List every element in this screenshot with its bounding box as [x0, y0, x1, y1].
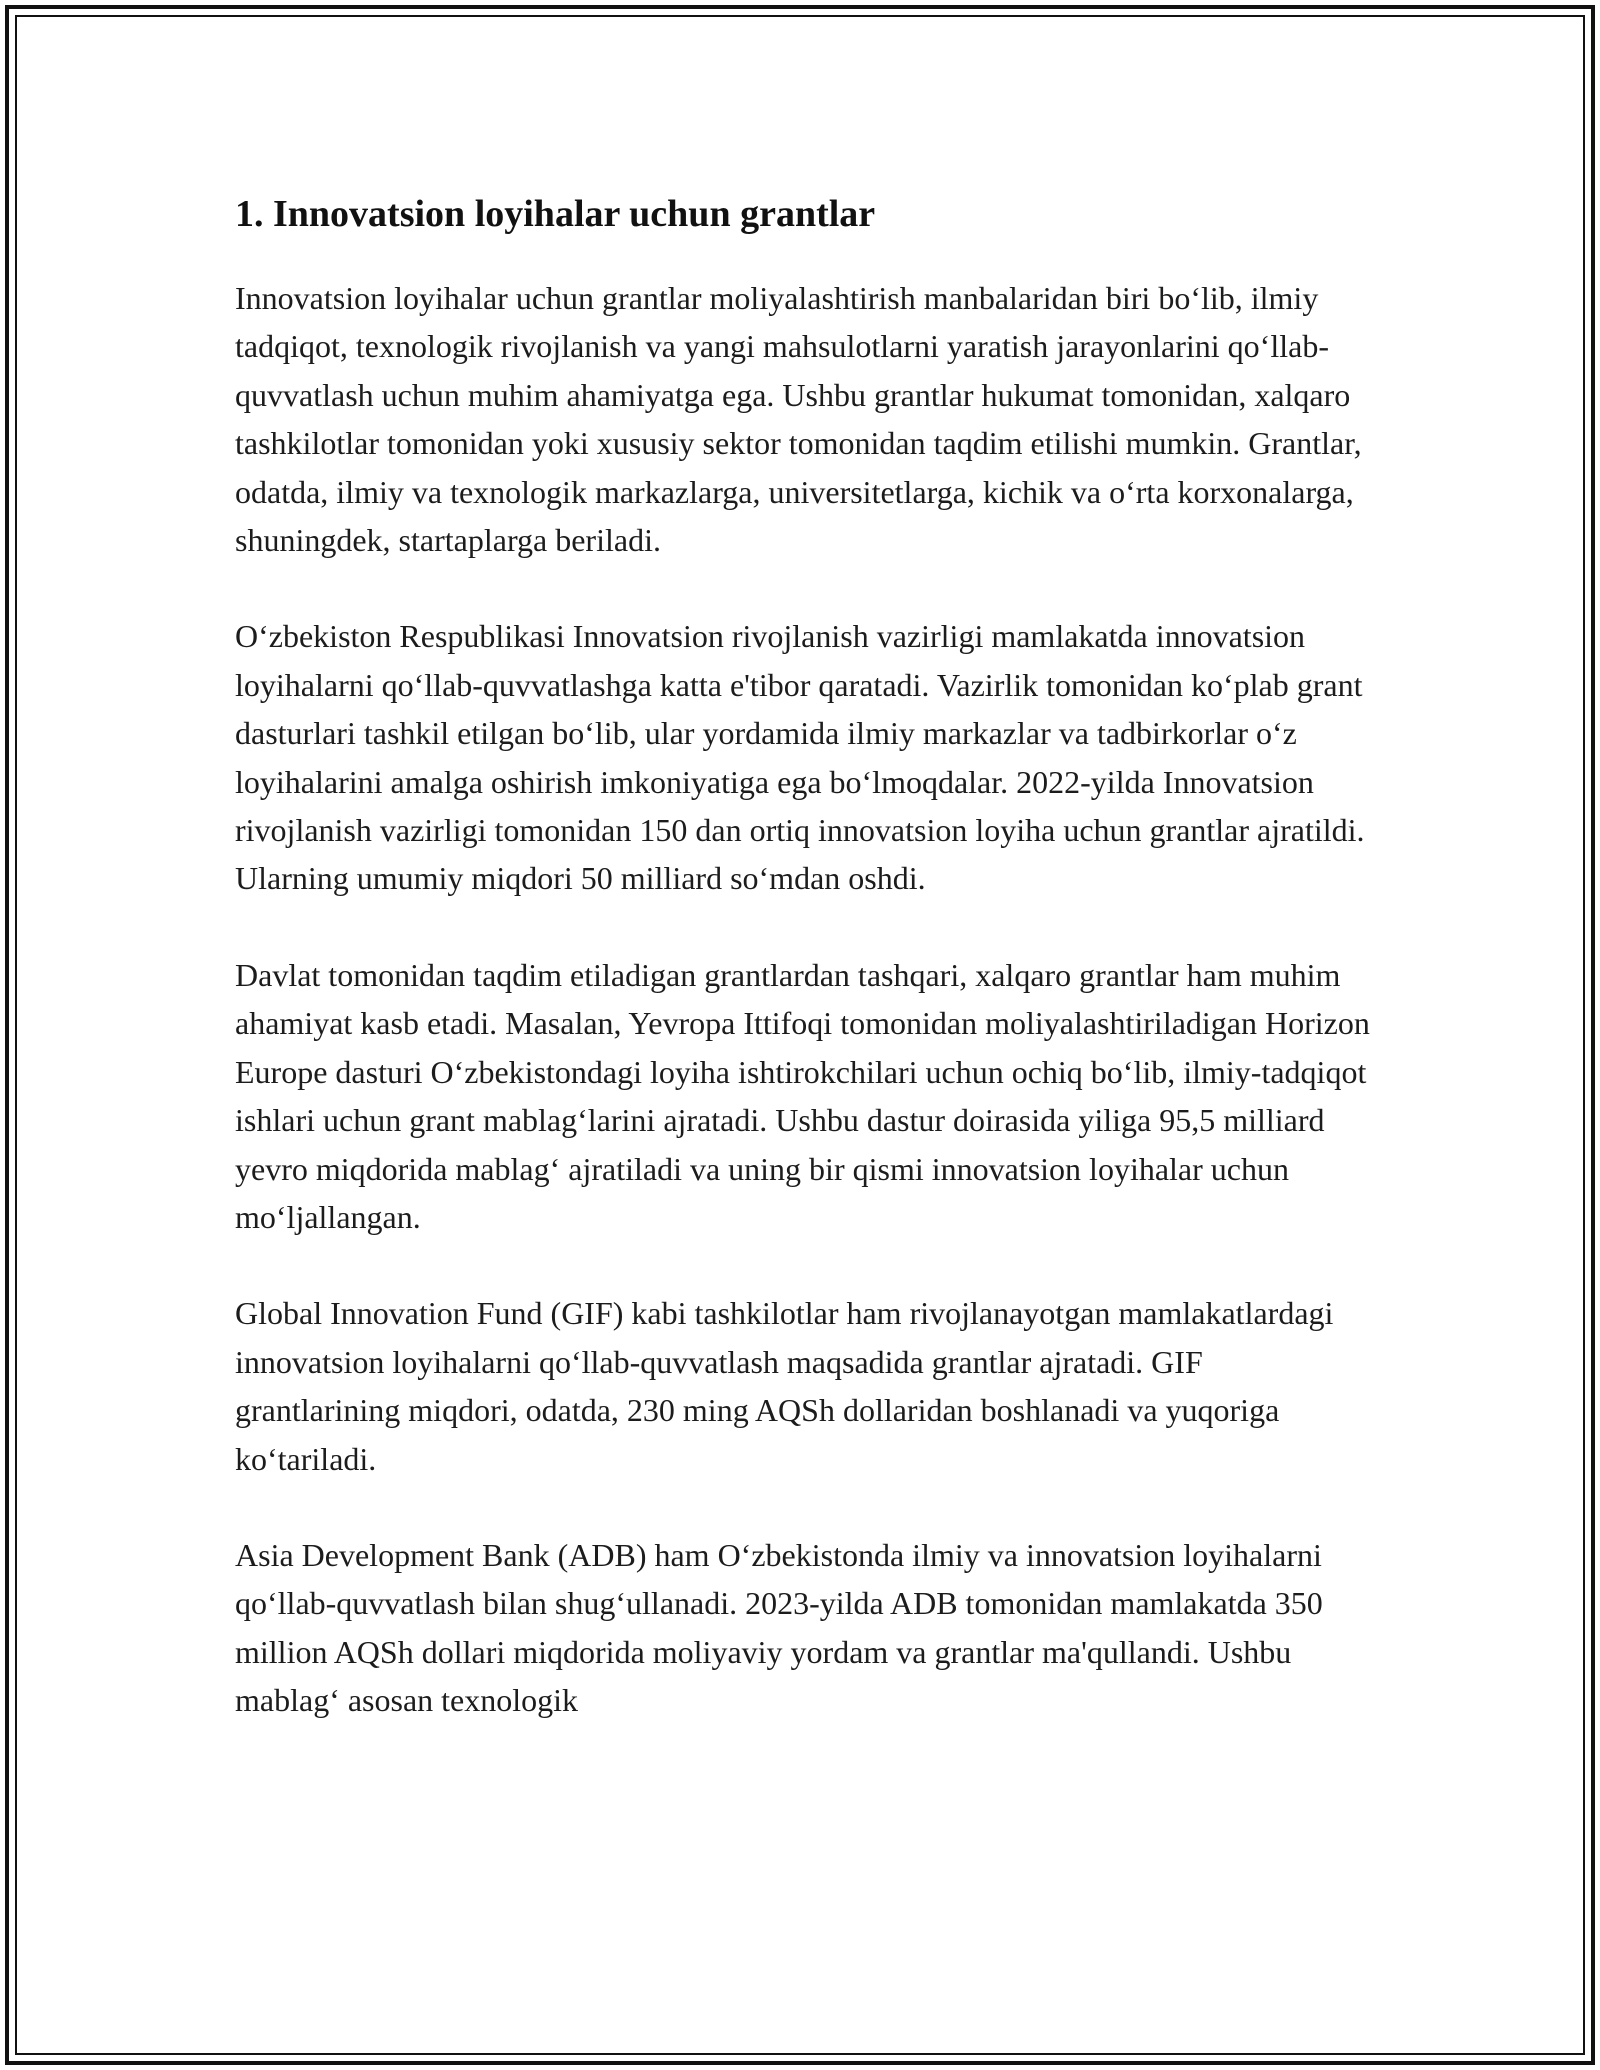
paragraph-adb: Asia Development Bank (ADB) ham O‘zbekistonda ilmiy va innovatsion loyihalarni qo‘llab-quvvatlash bilan shug‘ullanadi. 2023-yilda ADB tomonidan mamlakatda 350 million AQSh dollari miqdorida moliyaviy yordam va grantlar ma'qullandi. Ushbu mablag‘ asosan texnologik	[235, 1536, 1323, 1719]
paragraph-international-grants: Davlat tomonidan taqdim etiladigan grantlardan tashqari, xalqaro grantlar ham muhim ahamiyat kasb etadi. Masalan, Yevropa Ittifoqi tomonidan moliyalashtiriladigan Horizon Europe dasturi O‘zbekistondagi loyiha ishtirokchilari uchun ochiq bo‘lib, ilmiy-tadqiqot ishlari uchun grant mablag‘larini ajratadi. Ushbu dastur doirasida yiliga 95,5 milliard yevro miqdorida mablag‘ ajratiladi va uning bir qismi innovatsion loyihalar uchun mo‘ljallangan.	[235, 956, 1370, 1235]
document-body	[235, 186, 1375, 1773]
section-heading: 1. Innovatsion loyihalar uchun grantlar	[235, 193, 876, 235]
paragraph-grants-overview: Innovatsion loyihalar uchun grantlar moliyalashtirish manbalaridan biri bo‘lib, ilmiy tadqiqot, texnologik rivojlanish va yangi mahsulotlarni yaratish jarayonlarini qo‘llab-quvvatlash uchun muhim ahamiyatga ega. Ushbu grantlar hukumat tomonidan, xalqaro tashkilotlar tomonidan yoki xususiy sektor tomonidan taqdim etilishi mumkin. Grantlar, odatda, ilmiy va texnologik markazlarga, universitetlarga, kichik va o‘rta korxonalarga, shuningdek, startaplarga beriladi.	[235, 280, 1362, 559]
paragraph-ministry-support: O‘zbekiston Respublikasi Innovatsion rivojlanish vazirligi mamlakatda innovatsion loyihalarni qo‘llab-quvvatlashga katta e'tibor qaratadi. Vazirlik tomonidan ko‘plab grant dasturlari tashkil etilgan bo‘lib, ular yordamida ilmiy markazlar va tadbirkorlar o‘z loyihalarini amalga oshirish imkoniyatiga ega bo‘lmoqdalar. 2022-yilda Innovatsion rivojlanish vazirligi tomonidan 150 dan ortiq innovatsion loyiha uchun grantlar ajratildi. Ularning umumiy miqdori 50 milliard so‘mdan oshdi.	[235, 618, 1365, 897]
paragraph-gif: Global Innovation Fund (GIF) kabi tashkilotlar ham rivojlanayotgan mamlakatlardagi innovatsion loyihalarni qo‘llab-quvvatlash maqsadida grantlar ajratadi. GIF grantlarining miqdori, odatda, 230 ming AQSh dollaridan boshlanadi va yuqoriga ko‘tariladi.	[235, 1295, 1334, 1477]
